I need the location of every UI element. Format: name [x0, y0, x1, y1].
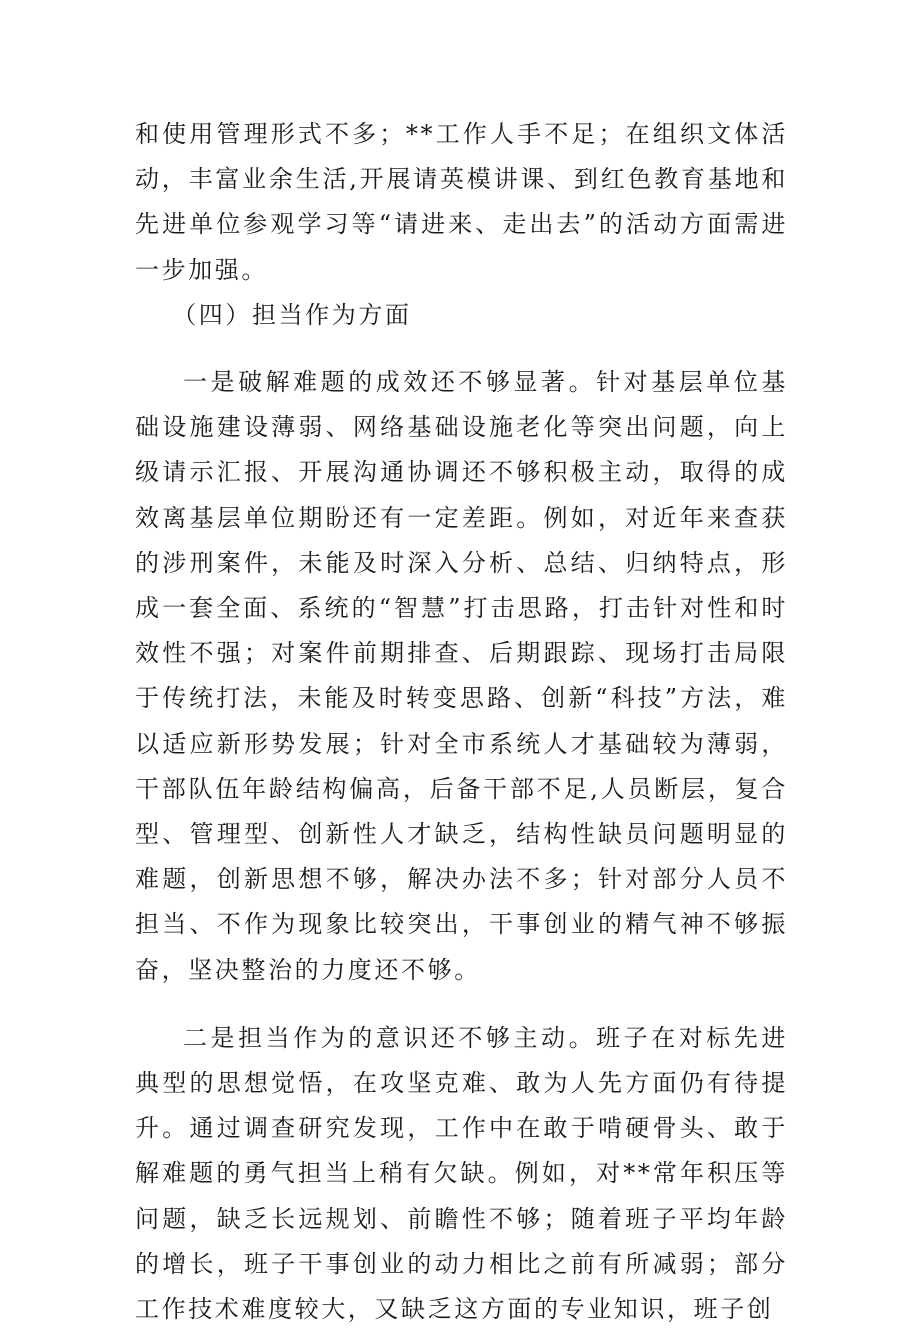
- paragraph-initiative: 二是担当作为的意识还不够主动。班子在对标先进典型的思想觉悟，在攻坚克难、敢为人先方面仍有待提升。通过调查研究发现，工作中在敢于啃硬骨头、敢于解难题的勇气担当上稍有欠缺。例如，对**常年积压等问题，缺乏长远规划、前瞻性不够；随着班子平均年龄的增长，班子干事创业的动力相比之前有所减弱；部分工作技术难度较大，又缺乏这方面的专业知识，班子创: [135, 1023, 788, 1324]
- paragraph-problem-solving: 一是破解难题的成效还不够显著。针对基层单位基础设施建设薄弱、网络基础设施老化等突出问题，向上级请示汇报、开展沟通协调还不够积极主动，取得的成效离基层单位期盼还有一定差距。例如，对近年来查获的涉刑案件，未能及时深入分析、总结、归纳特点，形成一套全面、系统的“智慧”打击思路，打击针对性和时效性不强；对案件前期排查、后期跟踪、现场打击局限于传统打法，未能及时转变思路、创新“科技”方法，难以适应新形势发展；针对全市系统人才基础较为薄弱，干部队伍年龄结构偏高，后备干部不足,人员断层，复合型、管理型、创新性人才缺乏，结构性缺员问题明显的难题，创新思想不够，解决办法不多；针对部分人员不担当、不作为现象比较突出，干事创业的精气神不够振奋，坚决整治的力度还不够。: [135, 368, 788, 984]
- section-heading-four: （四）担当作为方面: [172, 300, 412, 329]
- paragraph-continuation: 和使用管理形式不多；**工作人手不足；在组织文体活动，丰富业余生活,开展请英模讲课、到红色教育基地和先进单位参观学习等“请进来、走出去”的活动方面需进一步加强。: [135, 120, 788, 284]
